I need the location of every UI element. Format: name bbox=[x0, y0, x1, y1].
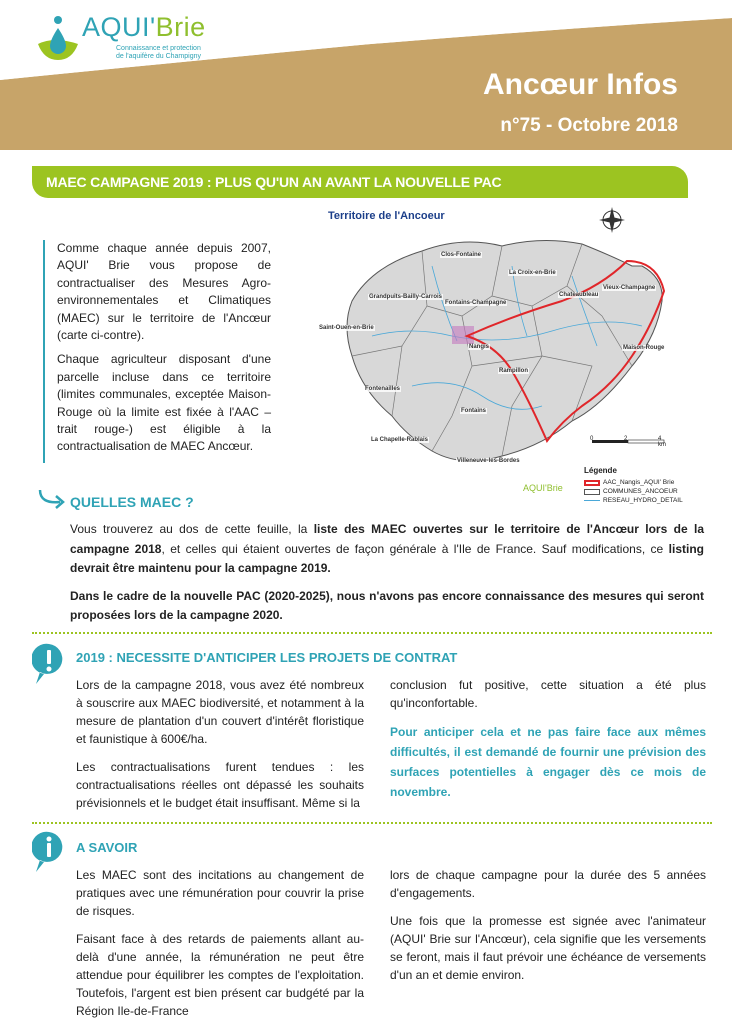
section2-left-column: Lors de la campagne 2018, vous avez été nombreux à souscrire aux MAEC biodiversité, et notamment à la mesure de plantation d'un couvert d'intérêt floristique et faunistique à 600€/ha. Les contractualisations furent tendues : les contractualisations réelles ont dépassé les souhaits prévisionnels et le budget était insuffisant. Même si la bbox=[76, 678, 364, 810]
section-a-savoir-title: A SAVOIR bbox=[76, 840, 138, 855]
main-banner bbox=[32, 166, 688, 198]
map-place-label: Fontains bbox=[461, 408, 486, 414]
section-anticiper-title: 2019 : NECESSITE D'ANTICIPER LES PROJETS DE CONTRAT bbox=[76, 650, 458, 665]
intro-paragraph-1: Comme chaque année depuis 2007, AQUI' Brie vous propose de contractualiser des Mesures Agro-environnementales et Climatiques (MAEC) sur le territoire de l'Ancœur (carte ci-contre). bbox=[57, 241, 271, 343]
legend-item: COMMUNES_ANCOEUR bbox=[584, 487, 683, 496]
map-legend bbox=[584, 466, 683, 505]
section1-paragraph-2: Dans le cadre de la nouvelle PAC (2020-2025), nous n'avons pas encore connaissance des mesures qui seront proposées lors de la campagne 2020. bbox=[70, 588, 704, 622]
map-place-label: Fontains-Champagne bbox=[445, 300, 507, 306]
section-divider bbox=[32, 822, 712, 824]
map-place-label: Fontenailles bbox=[365, 386, 401, 392]
intro-paragraph-2: Chaque agriculteur disposant d'une parcelle incluse dans ce territoire (limites communales, exceptée Maison-Rouge où la limite est fixée à l'AAC –trait rouge-) est éligible à la contractualisation de MAEC Ancœur. bbox=[57, 352, 271, 454]
map-place-label: Chateaubleau bbox=[559, 292, 599, 298]
banner-title: MAEC CAMPAGNE 2019 : PLUS QU'UN AN AVANT LA NOUVELLE PAC bbox=[46, 174, 502, 190]
map-place-label: Nangis bbox=[469, 344, 490, 350]
map-logo: AQUI'Brie bbox=[523, 483, 563, 493]
legend-item: AAC_Nangis_AQUI' Brie bbox=[584, 478, 683, 487]
map-place-label: Rampillon bbox=[499, 368, 529, 374]
map-place-label: Clos-Fontaine bbox=[441, 252, 481, 258]
map-place-label: Maison-Rouge bbox=[623, 345, 665, 351]
curved-arrow-icon bbox=[36, 486, 68, 510]
section-divider bbox=[32, 632, 712, 634]
section-quelles-maec-title: QUELLES MAEC ? bbox=[70, 494, 194, 510]
section3-right-column: lors de chaque campagne pour la durée des 5 années d'engagements. Une fois que la promesse est signée avec l'animateur (AQUI' Brie sur l'Ancœur), cela signifie que les versements se feront, mais il faut prévoir une échéance de versements d'un an et demie environ. bbox=[390, 868, 706, 982]
water-drop-icon bbox=[34, 14, 84, 64]
warning-icon bbox=[32, 642, 66, 686]
map-place-label: La Chapelle-Rablais bbox=[371, 437, 429, 443]
section3-left-column: Les MAEC sont des incitations au changement de pratiques avec une rémunération pour couvrir la prise de risques. Faisant face à des retards de paiements allant au-delà d'une année, la rémunération ne peut être attendue pour équilibrer les comptes de l'exploitation. Toutefois, l'argent est bien présent car budgété par la Région Ile-de-France bbox=[76, 868, 364, 1018]
map-place-label: Villeneuve-les-Bordes bbox=[457, 458, 520, 464]
info-icon bbox=[32, 830, 66, 874]
legend-item: RESEAU_HYDRO_DETAIL bbox=[584, 496, 683, 505]
logo-name: AQUI'Brie bbox=[82, 12, 206, 42]
map-place-label: La Croix-en-Brie bbox=[509, 270, 556, 276]
newsletter-title: Ancœur Infos bbox=[483, 68, 678, 101]
page-header bbox=[0, 0, 732, 150]
scale-bar bbox=[592, 440, 664, 443]
logo-tagline: Connaissance et protection de l'aquifère du Champigny bbox=[116, 45, 202, 60]
map-place-label: Grandpuits-Bailly-Carrois bbox=[369, 294, 443, 300]
issue-number: n°75 - Octobre 2018 bbox=[500, 115, 678, 136]
intro-text bbox=[43, 240, 271, 463]
map-place-label: Saint-Ouen-en-Brie bbox=[319, 325, 374, 331]
highlight-text: Pour anticiper cela et ne pas faire face aux mêmes difficultés, il est demandé de fournir une prévision des surfaces potentielles à engager dès ce mois de novembre. bbox=[390, 725, 706, 799]
section1-paragraph-1: Vous trouverez au dos de cette feuille, la liste des MAEC ouvertes sur le territoire de l'Ancœur lors de la campagne 2018, et celles qui étaient ouvertes de façon générale à l'Ile de France. Sauf modifications, ce listing devrait être maintenu pour la campagne 2019. bbox=[70, 522, 705, 575]
section2-right-column: conclusion fut positive, cette situation a été plus qu'inconfortable. Pour anticiper cela et ne pas faire face aux mêmes difficultés, il est demandé de fournir une prévision des surfaces potentielles à engager dès ce mois de novembre. bbox=[390, 676, 706, 812]
legend-title: Légende bbox=[584, 466, 617, 475]
map-title: Territoire de l'Ancoeur bbox=[328, 210, 445, 222]
map-place-label: Vieux-Champagne bbox=[603, 285, 656, 291]
section-quelles-maec-body bbox=[70, 520, 704, 634]
